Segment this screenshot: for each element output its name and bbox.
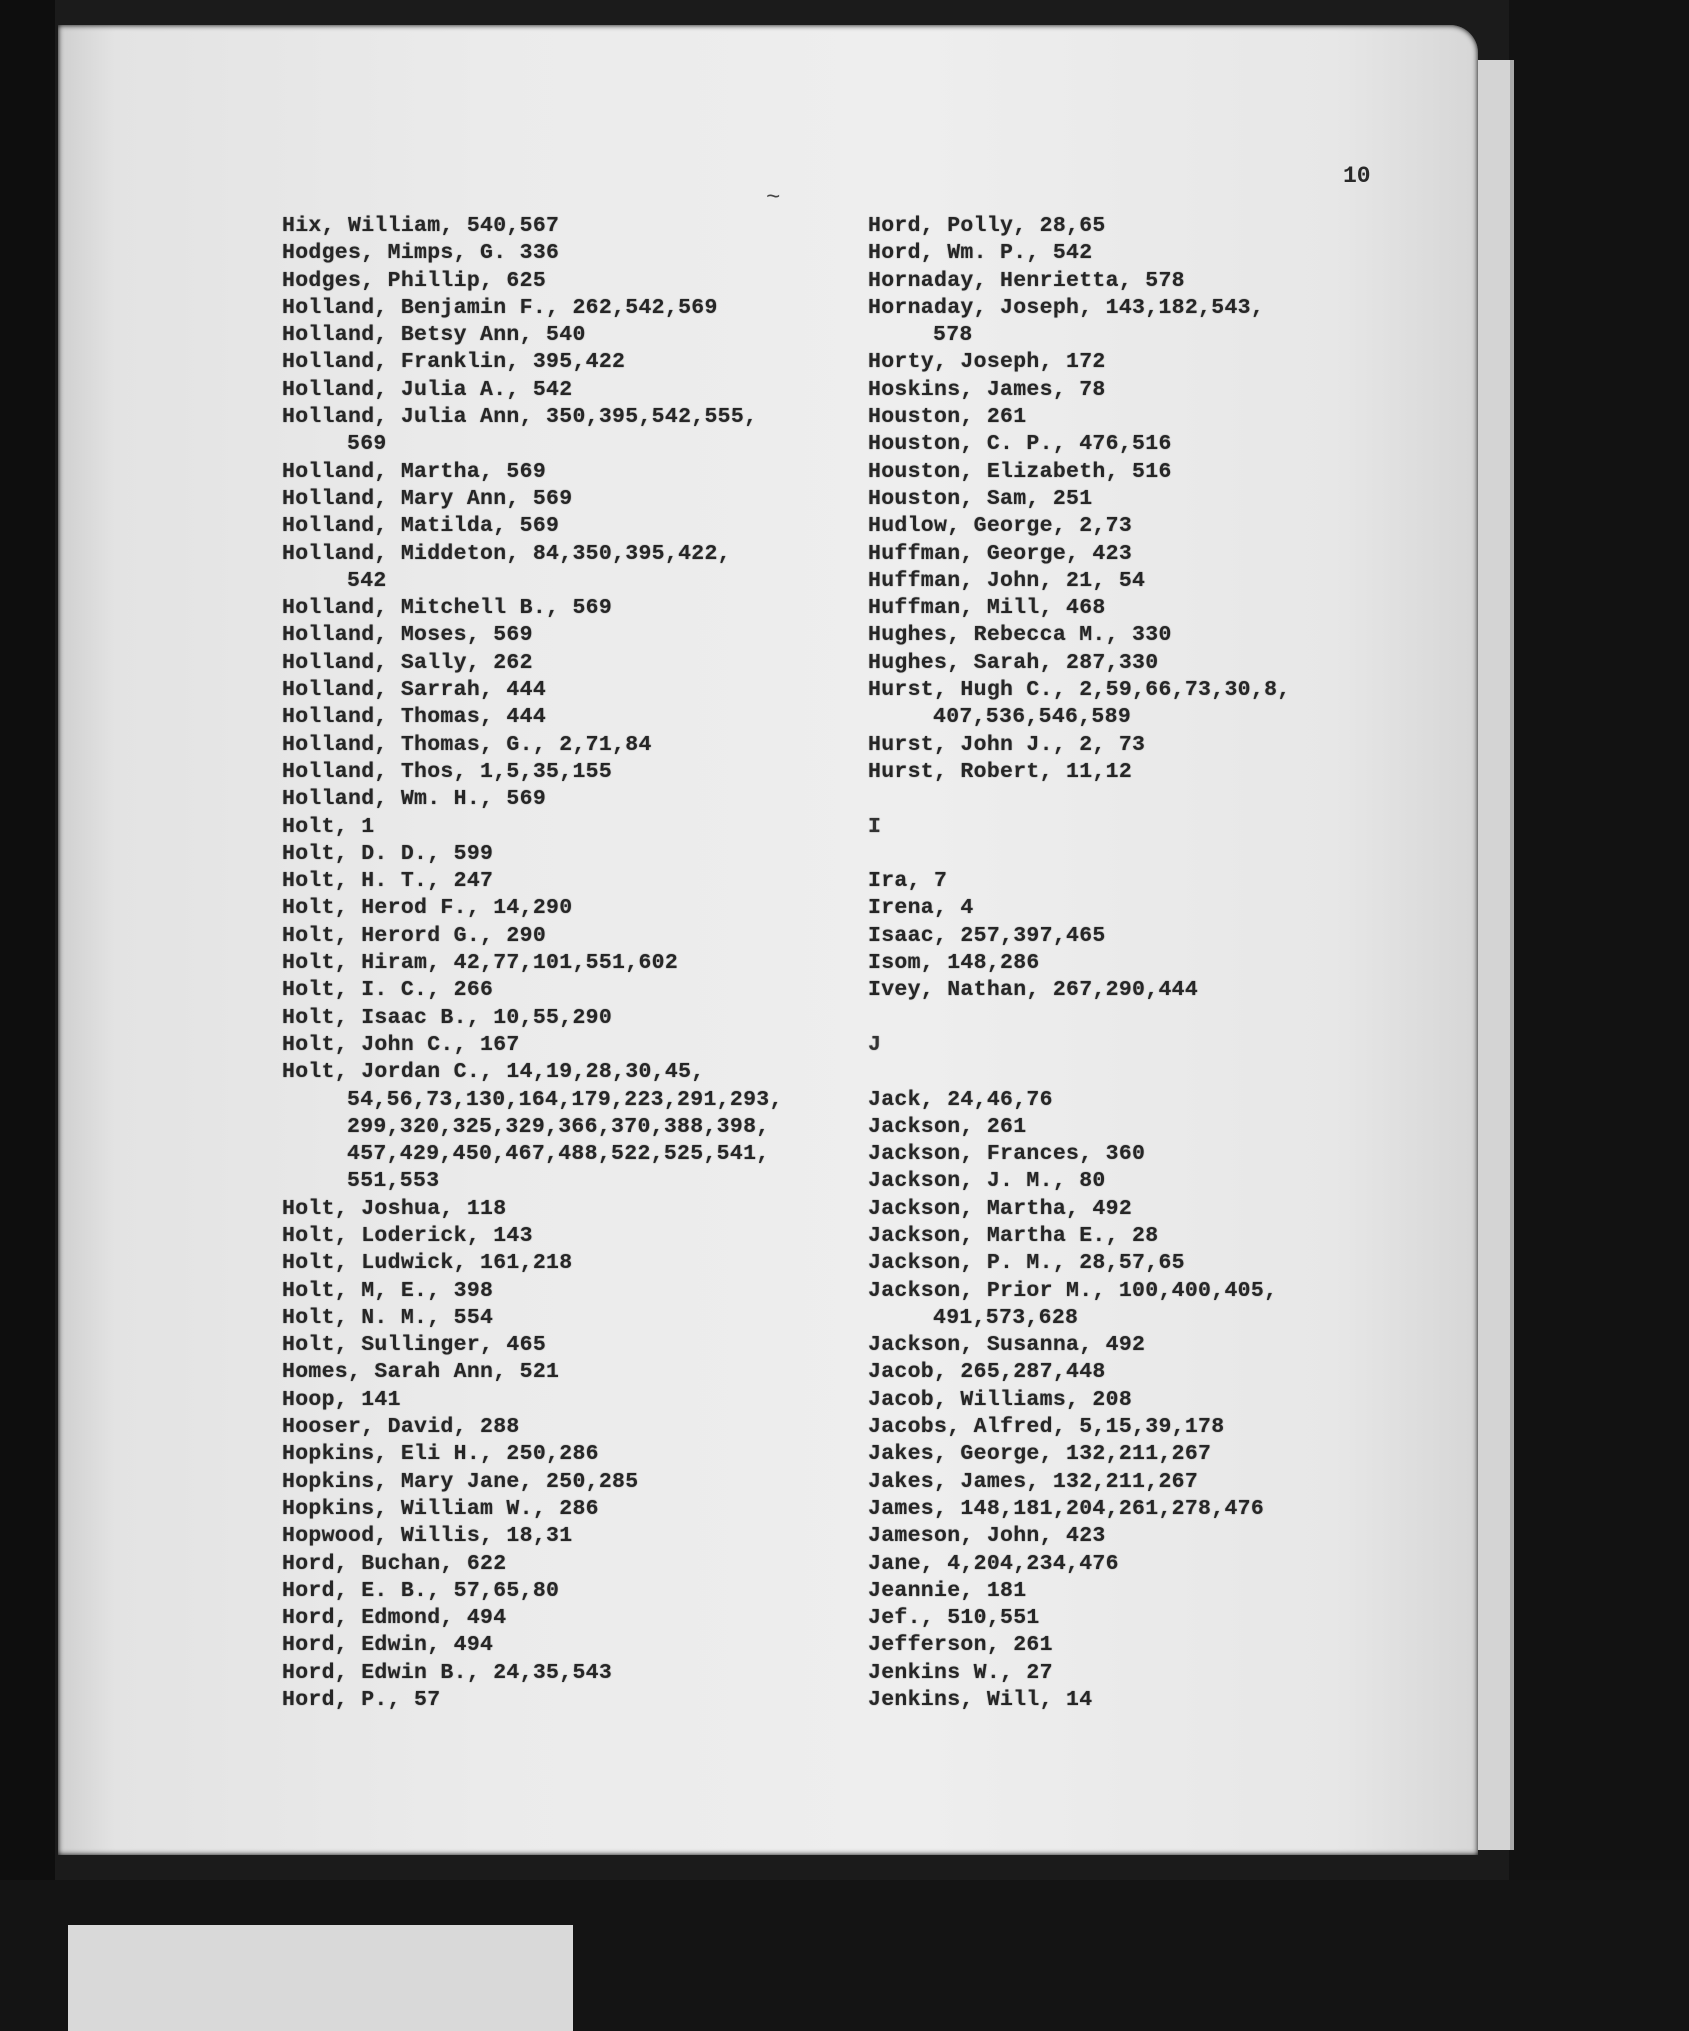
index-entry: Jef., 510,551 [868,1606,1040,1631]
index-entry: Holland, Wm. H., 569 [282,787,547,812]
index-entry: Hopkins, Eli H., 250,286 [282,1442,599,1467]
index-entry: Ivey, Nathan, 267,290,444 [868,978,1199,1003]
index-entry: Holland, Franklin, 395,422 [282,350,626,375]
index-entry: Jackson, P. M., 28,57,65 [868,1251,1185,1276]
index-entry: Houston, C. P., 476,516 [868,432,1172,457]
index-entry: Hurst, Hugh C., 2,59,66,73,30,8, [868,678,1291,703]
index-entry: Hornaday, Henrietta, 578 [868,268,1185,293]
index-entry-continuation: 551,553 [347,1169,440,1194]
index-entry: Hudlow, George, 2,73 [868,514,1133,539]
index-entry: Horty, Joseph, 172 [868,350,1106,375]
index-entry: Hopwood, Willis, 18,31 [282,1524,573,1549]
index-entry: Holland, Julia A., 542 [282,377,573,402]
index-column-right [868,213,1290,1714]
index-entry: Hord, E. B., 57,65,80 [282,1578,560,1603]
index-entry: Holt, Herord G., 290 [282,923,547,948]
page-number: 10 [1343,163,1371,189]
index-entry: Jeannie, 181 [868,1578,1027,1603]
index-entry: Jakes, George, 132,211,267 [868,1442,1212,1467]
index-entry: Holt, N. M., 554 [282,1305,494,1330]
index-entry: Holt, Ludwick, 161,218 [282,1251,573,1276]
index-entry: Holt, Joshua, 118 [282,1196,507,1221]
film-right-border [1509,0,1689,1880]
index-entry: Hord, Polly, 28,65 [868,214,1106,238]
index-entry: Hughes, Rebecca M., 330 [868,623,1172,648]
index-entry: Hodges, Mimps, G. 336 [282,241,560,266]
index-entry: Holland, Mitchell B., 569 [282,596,613,621]
index-entry: Hopkins, Mary Jane, 250,285 [282,1469,639,1494]
index-entry: Holland, Moses, 569 [282,623,533,648]
index-entry: Holt, Isaac B., 10,55,290 [282,1005,613,1030]
index-entry: Hord, Buchan, 622 [282,1551,507,1576]
index-entry-continuation: 457,429,450,467,488,522,525,541, [347,1142,770,1167]
index-entry: Hord, Wm. P., 542 [868,241,1093,266]
index-entry: Jameson, John, 423 [868,1524,1106,1549]
index-entry: Jackson, Prior M., 100,400,405, [868,1278,1278,1303]
section-gap [868,1059,1290,1086]
index-entry: Jackson, 261 [868,1114,1027,1139]
index-entry: Holland, Martha, 569 [282,459,547,484]
index-entry: Holt, Sullinger, 465 [282,1333,547,1358]
index-entry: Hix, William, 540,567 [282,214,560,238]
film-left-border [0,0,55,1880]
handwritten-mark: ~ [766,185,781,212]
index-entry: Holland, Sarrah, 444 [282,678,547,703]
index-entry-continuation: 54,56,73,130,164,179,223,291,293, [347,1087,783,1112]
index-entry: James, 148,181,204,261,278,476 [868,1496,1265,1521]
index-entry: Holt, M, E., 398 [282,1278,494,1303]
index-entry: Hord, P., 57 [282,1688,441,1713]
section-gap [868,1005,1290,1032]
section-letter-heading: J [868,1032,882,1057]
index-entry: Holt, Jordan C., 14,19,28,30,45, [282,1060,705,1085]
index-entry: Huffman, George, 423 [868,541,1133,566]
index-entry: Jackson, Martha, 492 [868,1196,1133,1221]
index-entry: Irena, 4 [868,896,974,921]
index-entry: Jackson, Susanna, 492 [868,1333,1146,1358]
index-entry: Huffman, Mill, 468 [868,596,1106,621]
index-entry-continuation: 491,573,628 [933,1305,1079,1330]
index-entry: Hughes, Sarah, 287,330 [868,650,1159,675]
index-entry-continuation: 407,536,546,589 [933,705,1132,730]
index-entry: Holland, Matilda, 569 [282,514,560,539]
index-entry: Holland, Sally, 262 [282,650,533,675]
index-entry: Hord, Edwin, 494 [282,1633,494,1658]
index-entry: Holland, Thomas, G., 2,71,84 [282,732,652,757]
index-entry: Holland, Thos, 1,5,35,155 [282,759,613,784]
index-entry: Huffman, John, 21, 54 [868,568,1146,593]
index-entry: Jakes, James, 132,211,267 [868,1469,1199,1494]
section-gap [868,841,1290,868]
index-entry: Jenkins W., 27 [868,1660,1053,1685]
index-entry: Jacobs, Alfred, 5,15,39,178 [868,1415,1225,1440]
index-entry: Hooser, David, 288 [282,1415,520,1440]
section-letter-heading: I [868,814,882,839]
index-entry-continuation: 299,320,325,329,366,370,388,398, [347,1114,770,1139]
index-entry: Jefferson, 261 [868,1633,1053,1658]
index-entry: Jacob, 265,287,448 [868,1360,1106,1385]
index-entry: Hurst, John J., 2, 73 [868,732,1146,757]
index-entry: Hopkins, William W., 286 [282,1496,599,1521]
index-column-left [282,213,783,1714]
index-entry: Jenkins, Will, 14 [868,1688,1093,1713]
index-entry: Ira, 7 [868,869,948,894]
index-entry: Hord, Edwin B., 24,35,543 [282,1660,613,1685]
index-entry: Isaac, 257,397,465 [868,923,1106,948]
film-label-card [68,1925,573,2031]
index-entry: Hord, Edmond, 494 [282,1606,507,1631]
index-entry: Hodges, Phillip, 625 [282,268,547,293]
index-entry: Holland, Betsy Ann, 540 [282,323,586,348]
index-entry: Holland, Mary Ann, 569 [282,486,573,511]
index-entry: Holland, Thomas, 444 [282,705,547,730]
index-entry: Houston, Sam, 251 [868,486,1093,511]
index-entry: Hornaday, Joseph, 143,182,543, [868,295,1265,320]
index-entry: Jacob, Williams, 208 [868,1387,1133,1412]
index-entry: Jackson, Frances, 360 [868,1142,1146,1167]
index-entry: Holland, Julia Ann, 350,395,542,555, [282,405,758,430]
index-entry: Jane, 4,204,234,476 [868,1551,1119,1576]
index-entry-continuation: 569 [347,432,387,457]
section-gap [868,786,1290,813]
index-entry: Hurst, Robert, 11,12 [868,759,1133,784]
index-entry-continuation: 578 [933,323,973,348]
index-entry: Holt, D. D., 599 [282,841,494,866]
index-entry: Holt, John C., 167 [282,1032,520,1057]
index-entry: Jack, 24,46,76 [868,1087,1053,1112]
index-entry: Houston, Elizabeth, 516 [868,459,1172,484]
index-entry: Holt, Loderick, 143 [282,1223,533,1248]
index-entry: Isom, 148,286 [868,951,1040,976]
index-entry: Holt, Hiram, 42,77,101,551,602 [282,951,679,976]
index-entry: Hoskins, James, 78 [868,377,1106,402]
index-page [58,25,1478,1855]
index-entry: Homes, Sarah Ann, 521 [282,1360,560,1385]
index-entry: Holt, I. C., 266 [282,978,494,1003]
index-entry: Holt, 1 [282,814,375,839]
index-entry: Jackson, Martha E., 28 [868,1223,1159,1248]
index-entry: Hoop, 141 [282,1387,401,1412]
index-entry-continuation: 542 [347,568,387,593]
index-entry: Houston, 261 [868,405,1027,430]
index-entry: Holt, Herod F., 14,290 [282,896,573,921]
index-entry: Holt, H. T., 247 [282,869,494,894]
index-entry: Jackson, J. M., 80 [868,1169,1106,1194]
index-entry: Holland, Benjamin F., 262,542,569 [282,295,718,320]
index-entry: Holland, Middeton, 84,350,395,422, [282,541,731,566]
